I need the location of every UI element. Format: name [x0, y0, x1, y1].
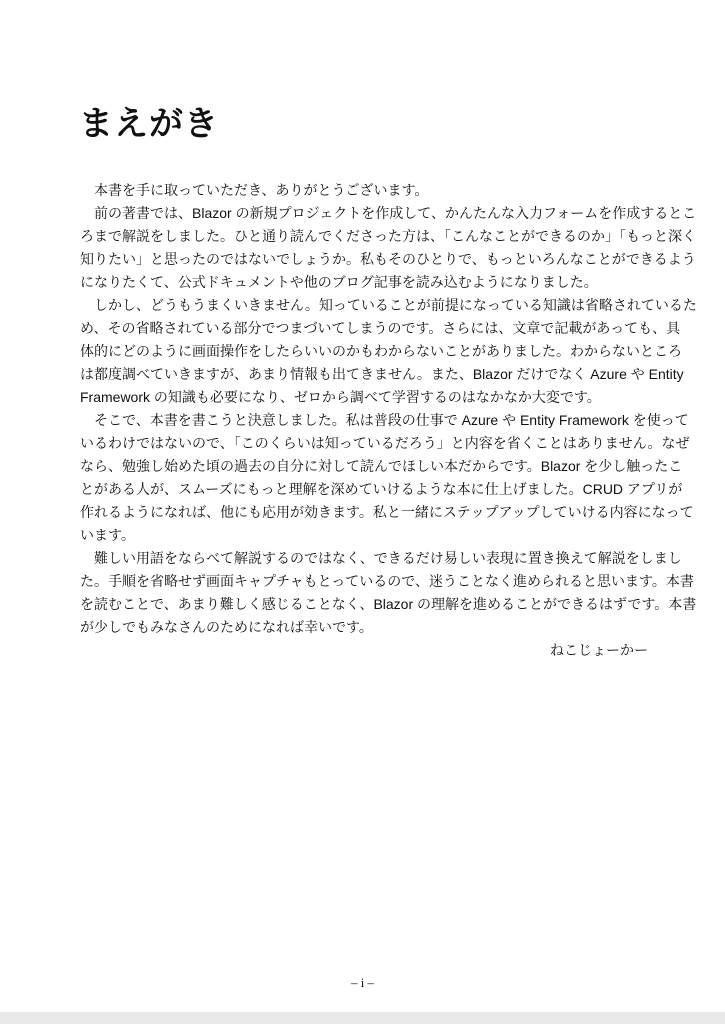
paragraph-line: います。 [80, 527, 135, 543]
page-bottom-edge [0, 1012, 725, 1024]
page-title: まえがき [79, 105, 219, 143]
paragraph-line: 難しい用語をならべて解説するのではなく、できるだけ易しい表現に置き換えて解説をしまし [94, 550, 682, 566]
paragraph [80, 202, 697, 294]
paragraph-line: が少しでもみなさんのためになれば幸いです。 [80, 619, 373, 635]
paragraph-line: 前の著書では、Blazor の新規プロジェクトを作成して、かんたんな入力フォームを作成するとこ [94, 205, 697, 221]
paragraph [80, 294, 697, 409]
paragraph-line: とがある人が、スムーズにもっと理解を深めていけるような本に仕上げました。CRUD アプリが [80, 481, 683, 497]
paragraph-line: になりたくて、公式ドキュメントや他のブログ記事を読み込むようになりました。 [80, 274, 598, 290]
paragraph-line: そこで、本書を書こうと決意しました。私は普段の仕事で Azure や Entity Framework を使って [94, 412, 689, 428]
paragraph-line: を読むことで、あまり難しく感じることなく、Blazor の理解を進めることができるはずです。本書 [80, 596, 697, 612]
paragraph [80, 179, 648, 202]
paragraph [80, 547, 697, 639]
paragraph-line: は都度調べていきますが、あまり情報も出てきません。また、Blazor だけでなく Azure や Entity [80, 366, 684, 382]
paragraph-line: しかし、どうもうまくいきません。知っていることが前提になっている知識は省略されているた [94, 297, 697, 313]
paragraph-line: 作れるようになれば、他にも応用が効きます。私と一緒にステップアップしていける内容になって [80, 504, 694, 520]
paragraph-line: Framework の知識も必要になり、ゼロから調べて学習するのはなかなか大変です。 [80, 389, 601, 405]
paragraph-line: た。手順を省略せず画面キャプチャもとっているので、迷うことなく進められると思います。本書 [80, 573, 694, 589]
paragraph-line: 体的にどのように画面操作をしたらいいのかもわからないことがありました。わからないところ [80, 343, 682, 359]
paragraph-line: ろまで解説をしました。ひと通り読んでくださった方は、「こんなことができるのか」「もっと深く [80, 228, 696, 244]
author-signature: ねこじょーかー [550, 642, 648, 658]
paragraph-line: 本書を手に取っていただき、ありがとうございます。 [94, 182, 429, 198]
paragraph-line: 知りたい」と思ったのではないでしょうか。私もそのひとりで、もっといろんなことができるよう [80, 251, 696, 267]
paragraph-line: なら、勉強し始めた頃の過去の自分に対して読んでほしい本だからです。Blazor を少し触ったこ [80, 458, 683, 474]
paragraph-line: め、その省略されている部分でつまづいてしまうのです。さらには、文章で記載があっても、具 [80, 320, 681, 336]
preface-body [80, 179, 697, 639]
page-number: – i – [350, 975, 375, 990]
paragraph-line: いるわけではないので、「このくらいは知っているだろう」と内容を省くことはありません。なぜ [80, 435, 690, 451]
paragraph [80, 409, 694, 547]
